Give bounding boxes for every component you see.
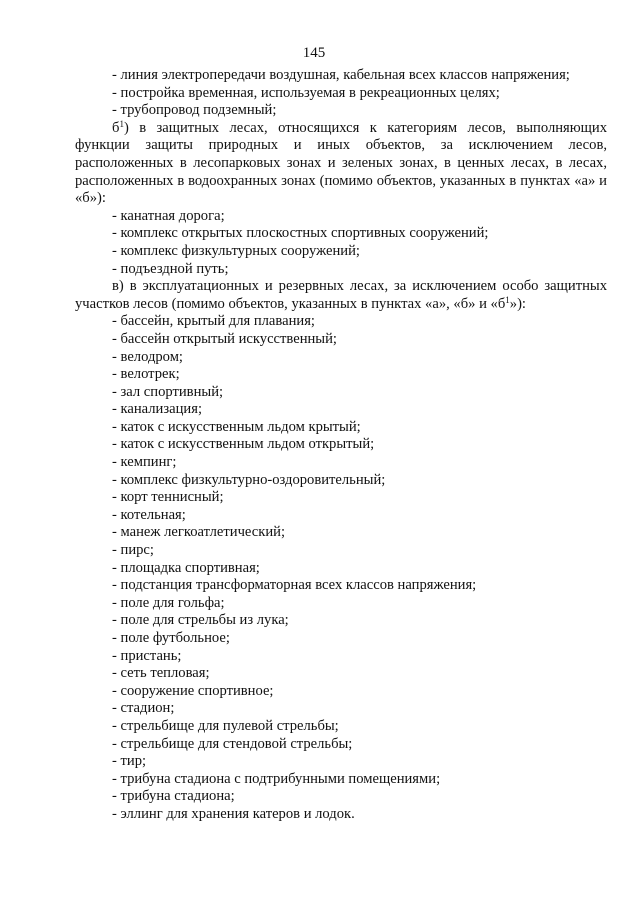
list-item: - манеж легкоатлетический;	[112, 524, 286, 541]
list-item: - бассейн, крытый для плавания;	[112, 313, 315, 330]
list-item: - трибуна стадиона с подтрибунными помещениями;	[112, 770, 441, 787]
paragraph-b1-prefix: б	[112, 119, 120, 136]
list-item: - каток с искусственным льдом крытый;	[112, 418, 361, 435]
paragraph-b1	[75, 120, 607, 208]
list-item: - подъездной путь;	[112, 260, 229, 277]
list-item: - стрельбище для стендовой стрельбы;	[112, 735, 353, 752]
paragraph-v-text: в) в эксплуатационных и резервных лесах, за исключением особо защитных участков лесов (помимо объектов, указанных в пунктах «а», «б» и «б	[75, 278, 607, 312]
list-item: - канализация;	[112, 401, 202, 418]
list-item: - сеть тепловая;	[112, 665, 210, 682]
list-item: - постройка временная, используемая в рекреационных целях;	[112, 84, 500, 101]
list-item: - тир;	[112, 753, 147, 770]
list-item: - зал спортивный;	[112, 383, 224, 400]
list-item: - стадион;	[112, 700, 175, 717]
list-item: - велотрек;	[112, 366, 180, 383]
page-number: 145	[302, 45, 326, 61]
list-item: - комплекс физкультурных сооружений;	[112, 242, 360, 259]
list-a-tail	[75, 67, 607, 120]
list-item: - стрельбище для пулевой стрельбы;	[112, 717, 339, 734]
list-v	[75, 313, 607, 823]
list-item: - трибуна стадиона;	[112, 788, 235, 805]
document-body	[75, 67, 607, 824]
list-item: - пристань;	[112, 647, 182, 664]
list-item: - пирс;	[112, 542, 154, 559]
list-item: - корт теннисный;	[112, 489, 224, 506]
list-item: - котельная;	[112, 506, 186, 523]
list-b1	[75, 208, 607, 278]
list-item: - подстанция трансформаторная всех классов напряжения;	[112, 577, 477, 594]
list-item: - комплекс открытых плоскостных спортивных сооружений;	[112, 225, 489, 242]
paragraph-b1-text: ) в защитных лесах, относящихся к категориям лесов, выполняющих функции защиты природных и иных объектов, за исключением лесов, расположенных в лесопарковых зонах и зеленых зонах, в ценных лесах, в лесах, расположенных в водоохранных зонах (помимо объектов, указанных в пунктах «а» и «б»):	[75, 119, 607, 207]
paragraph-b1-superscript: 1	[119, 118, 124, 129]
list-item: - велодром;	[112, 348, 183, 365]
list-item: - бассейн открытый искусственный;	[112, 330, 337, 347]
list-item: - канатная дорога;	[112, 207, 225, 224]
list-item: - комплекс физкультурно-оздоровительный;	[112, 471, 386, 488]
list-item: - каток с искусственным льдом открытый;	[112, 436, 375, 453]
list-item: - эллинг для хранения катеров и лодок.	[112, 805, 355, 822]
list-item: - поле для стрельбы из лука;	[112, 612, 289, 629]
list-item: - трубопровод подземный;	[112, 102, 277, 119]
list-item: - линия электропередачи воздушная, кабельная всех классов напряжения;	[112, 67, 570, 83]
paragraph-v-text-end: »):	[509, 295, 526, 312]
paragraph-v-superscript: 1	[505, 294, 510, 305]
list-item: - поле для гольфа;	[112, 594, 225, 611]
list-item: - площадка спортивная;	[112, 559, 260, 576]
list-item: - поле футбольное;	[112, 630, 230, 646]
list-item: - кемпинг;	[112, 454, 177, 471]
list-item: - сооружение спортивное;	[112, 682, 274, 699]
paragraph-v	[75, 278, 607, 313]
